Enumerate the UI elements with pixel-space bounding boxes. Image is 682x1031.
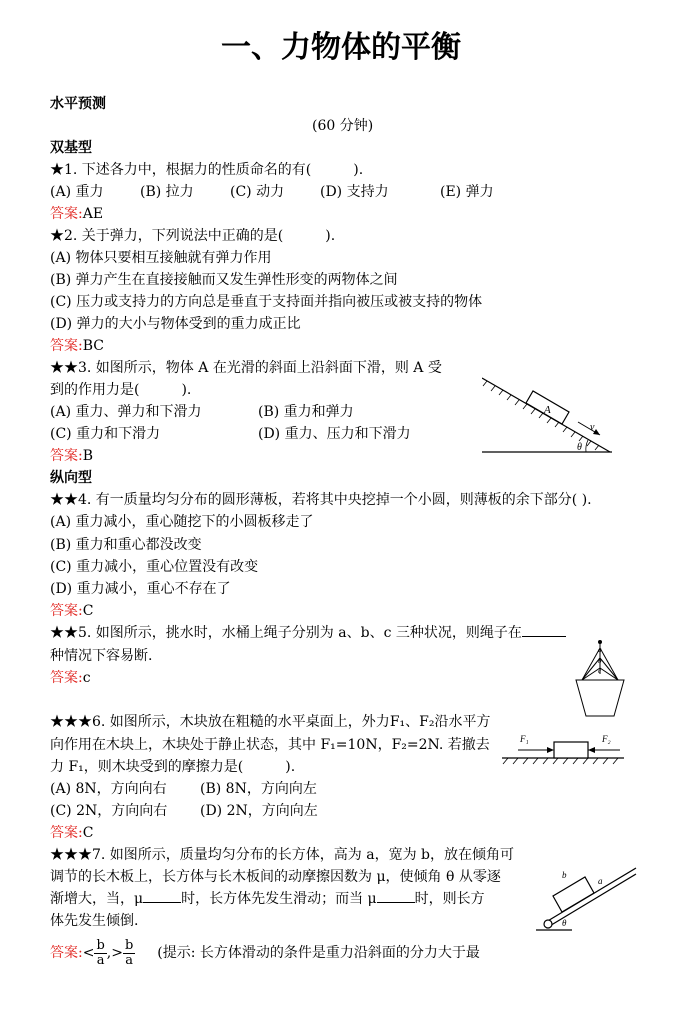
answer-label: 答案: <box>50 603 83 619</box>
q6-stem-text-c: 沿水平方 <box>434 714 491 730</box>
q1-options <box>50 183 494 201</box>
answer-gt: > <box>111 945 123 961</box>
velocity-label: v <box>590 422 595 433</box>
q5-stem-line1 <box>50 624 566 642</box>
q6-option-d: (D) 2N，方向向左 <box>200 803 318 819</box>
height-label: a <box>598 876 603 886</box>
wood-block <box>554 742 588 758</box>
q1-stem: ★1. 下述各力中，根据力的性质命名的有( ). <box>50 162 364 178</box>
angle-label: θ <box>562 918 567 928</box>
q6-stem-line2: 向作用在木块上，木块处于静止状态，其中 F₁=10N，F₂=2N. 若撤去 <box>50 737 490 753</box>
section-label: 水平预测 <box>50 96 106 112</box>
q2-stem: ★2. 关于弹力，下列说法中正确的是( ). <box>50 228 336 244</box>
cuboid-incline-figure <box>532 852 638 932</box>
q1-option-a: (A) 重力 <box>50 184 104 200</box>
q7-stem-line3 <box>50 890 485 908</box>
answer-label: 答案: <box>50 825 83 841</box>
time-limit: (60 分钟) <box>312 118 374 134</box>
q1-option-b: (B) 拉力 <box>140 184 194 200</box>
answer-label: 答案: <box>50 206 83 222</box>
fraction-numerator: b <box>124 937 134 953</box>
q7-stem-line4: 体先发生倾倒. <box>50 913 139 929</box>
q2-option-a: (A) 物体只要相互接触就有弹力作用 <box>50 250 272 266</box>
q7-stem-line2: 调节的长木板上，长方体与长木板间的动摩擦因数为 μ，使倾角 θ 从零逐 <box>50 869 501 885</box>
q6-answer <box>50 824 93 842</box>
q5-stem-text: ★★5. 如图所示，挑水时，水桶上绳子分别为 a、b、c 三种状况，则绳子在 <box>50 625 522 641</box>
fraction-numerator: b <box>96 937 105 953</box>
q7-hint: (提示: 长方体滑动的条件是重力沿斜面的分力大于最 <box>157 945 480 961</box>
q5-blank <box>522 636 566 637</box>
q3-option-c: (C) 重力和下滑力 <box>50 426 161 442</box>
q3-answer <box>50 447 93 465</box>
answer-value: C <box>82 603 94 619</box>
q6-stem-text-a: ★★★6. 如图所示，木块放在粗糙的水平桌面上，外力 <box>50 714 390 730</box>
answer-value: C <box>82 825 94 841</box>
q7-stem-line1: ★★★7. 如图所示，质量均匀分布的长方体，高为 a，宽为 b，放在倾角可 <box>50 847 515 863</box>
q6-stem-line3: 力 F₁，则木块受到的摩擦力是( ). <box>50 759 296 775</box>
q4-option-a: (A) 重力减小，重心随挖下的小圆板移走了 <box>50 514 314 530</box>
type-heading-basic: 双基型 <box>50 140 92 156</box>
q3-option-b: (B) 重力和弹力 <box>258 404 354 420</box>
q1-answer <box>50 205 103 223</box>
q2-answer <box>50 337 104 355</box>
block-table-figure <box>500 728 628 768</box>
q3-option-a: (A) 重力、弹力和下滑力 <box>50 404 202 420</box>
answer-label: 答案: <box>50 338 83 354</box>
rope-b-label: b <box>598 657 602 665</box>
q1-option-c: (C) 动力 <box>230 184 285 200</box>
answer-value: AE <box>82 206 104 222</box>
q4-stem: ★★4. 有一质量均匀分布的圆形薄板，若将其中央挖掉一个小圆，则薄板的余下部分( ). <box>50 492 592 508</box>
answer-label: 答案: <box>50 945 83 961</box>
q3-options-row2 <box>50 425 411 443</box>
bucket-figure <box>572 638 644 720</box>
q6-stem-forces: F₁、F₂ <box>389 714 435 730</box>
q3-options-row1 <box>50 403 354 421</box>
answer-value: c <box>82 670 91 686</box>
q6-option-b: (B) 8N，方向向左 <box>200 781 317 797</box>
q4-option-c: (C) 重力减小，重心位置没有改变 <box>50 559 259 575</box>
fraction-denominator: a <box>125 952 134 968</box>
q2-option-b: (B) 弹力产生在直接接触而又发生弹性形变的两物体之间 <box>50 272 398 288</box>
q7-stem-text-c: 时，则长方 <box>414 891 485 907</box>
answer-value: BC <box>82 338 104 354</box>
answer-comma: , <box>106 945 112 961</box>
q5-answer <box>50 669 91 687</box>
q5-stem-line2: 种情况下容易断. <box>50 648 153 664</box>
answer-label: 答案: <box>50 448 83 464</box>
q7-stem-text-b: 时，长方体先发生滑动；而当 μ <box>181 891 377 907</box>
answer-lt: < <box>82 945 95 961</box>
page-title: 一、力物体的平衡 <box>221 30 461 65</box>
answer-fraction-1 <box>94 939 106 968</box>
q6-option-a: (A) 8N，方向向右 <box>50 781 167 797</box>
q6-options-row2 <box>50 802 318 820</box>
q1-option-d: (D) 支持力 <box>320 184 389 200</box>
f1-label: F₁ <box>520 734 529 744</box>
q2-option-c: (C) 压力或支持力的方向总是垂直于支持面并指向被压或被支持的物体 <box>50 294 483 310</box>
q4-option-b: (B) 重力和重心都没改变 <box>50 537 202 553</box>
q6-options-row1 <box>50 780 317 798</box>
q4-answer <box>50 602 93 620</box>
q3-stem-line2: 到的作用力是( ). <box>50 382 192 398</box>
block-label: A <box>544 404 551 416</box>
cuboid <box>553 877 594 912</box>
q6-stem-line1 <box>50 713 490 731</box>
width-label: b <box>562 870 567 880</box>
rope-a-label: a <box>598 646 602 654</box>
answer-label: 答案: <box>50 670 83 686</box>
rope-c-label: c <box>598 667 602 675</box>
q6-option-c: (C) 2N，方向向右 <box>50 803 168 819</box>
q7-blank-2 <box>377 902 415 903</box>
q4-option-d: (D) 重力减小，重心不存在了 <box>50 581 231 597</box>
q7-stem-text-a: 渐增大，当，μ <box>50 891 144 907</box>
type-heading-vertical: 纵向型 <box>50 470 92 486</box>
q3-option-d: (D) 重力、压力和下滑力 <box>258 426 411 442</box>
q3-stem-line1: ★★3. 如图所示，物体 A 在光滑的斜面上沿斜面下滑，则 A 受 <box>50 360 442 376</box>
incline-figure <box>482 376 617 458</box>
angle-label: θ <box>577 442 582 453</box>
f2-label: F₂ <box>602 734 611 744</box>
answer-value: B <box>82 448 94 464</box>
q7-answer <box>50 936 480 970</box>
q1-option-e: (E) 弹力 <box>440 184 494 200</box>
answer-fraction-2 <box>123 939 135 968</box>
fraction-denominator: a <box>96 952 105 968</box>
q2-option-d: (D) 弹力的大小与物体受到的重力成正比 <box>50 316 301 332</box>
q7-blank-1 <box>143 902 181 903</box>
